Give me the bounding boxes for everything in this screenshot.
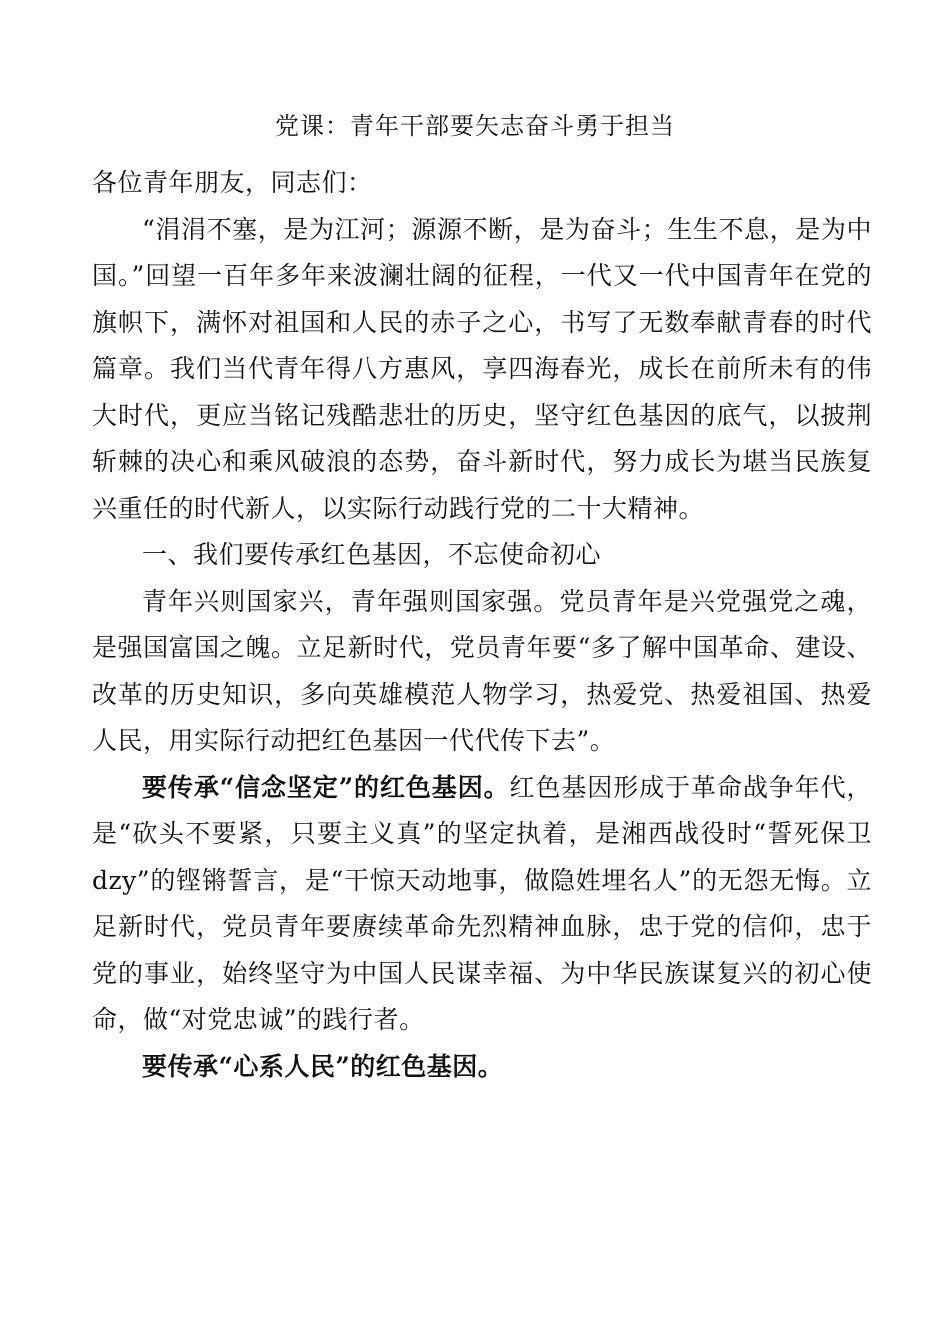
section-heading: 一、我们要传承红色基因，不忘使命初心 — [142, 540, 602, 569]
document-body — [92, 160, 872, 1090]
paragraph-faith-body: 红色基因形成于革命战争年代，是“砍头不要紧，只要主义真”的坚定执着，是湘西战役时“誓死保卫dzy”的铿锵誓言，是“干惊天动地事，做隐姓埋名人”的无怨无悔。立足新时代，党员青年要赓续革命先烈精神血脉，忠于党的信仰，忠于党的事业，始终坚守为中国人民谋幸福、为中华民族谋复兴的初心使命，做“对党忠诚”的践行者。 — [92, 772, 872, 1034]
paragraph-faith-lead: 要传承“信念坚定”的红色基因。 — [142, 772, 510, 802]
intro-paragraph: “涓涓不塞，是为江河；源源不断，是为奋斗；生生不息，是为中国。”回望一百年多年来波澜壮阔的征程，一代又一代中国青年在党的旗帜下，满怀对祖国和人民的赤子之心，书写了无数奉献青春的时代篇章。我们当代青年得八方惠风，享四海春光，成长在前所未有的伟大时代，更应当铭记残酷悲壮的历史，坚守红色基因的底气，以披荆斩棘的决心和乘风破浪的态势，奋斗新时代，努力成长为堪当民族复兴重任的时代新人，以实际行动践行党的二十大精神。 — [92, 214, 872, 523]
paragraph-youth: 青年兴则国家兴，青年强则国家强。党员青年是兴党强党之魂，是强国富国之魄。立足新时代，党员青年要“多了解中国革命、建设、改革的历史知识，多向英雄模范人物学习，热爱党、热爱祖国、热爱人民，用实际行动把红色基因一代代传下去”。 — [92, 586, 872, 755]
document-title: 党课：青年干部要矢志奋斗勇于担当 — [275, 112, 675, 140]
paragraph-people-lead: 要传承“心系人民”的红色基因。 — [142, 1051, 504, 1081]
greeting: 各位青年朋友，同志们： — [92, 168, 373, 197]
paragraph-faith — [92, 765, 872, 1044]
